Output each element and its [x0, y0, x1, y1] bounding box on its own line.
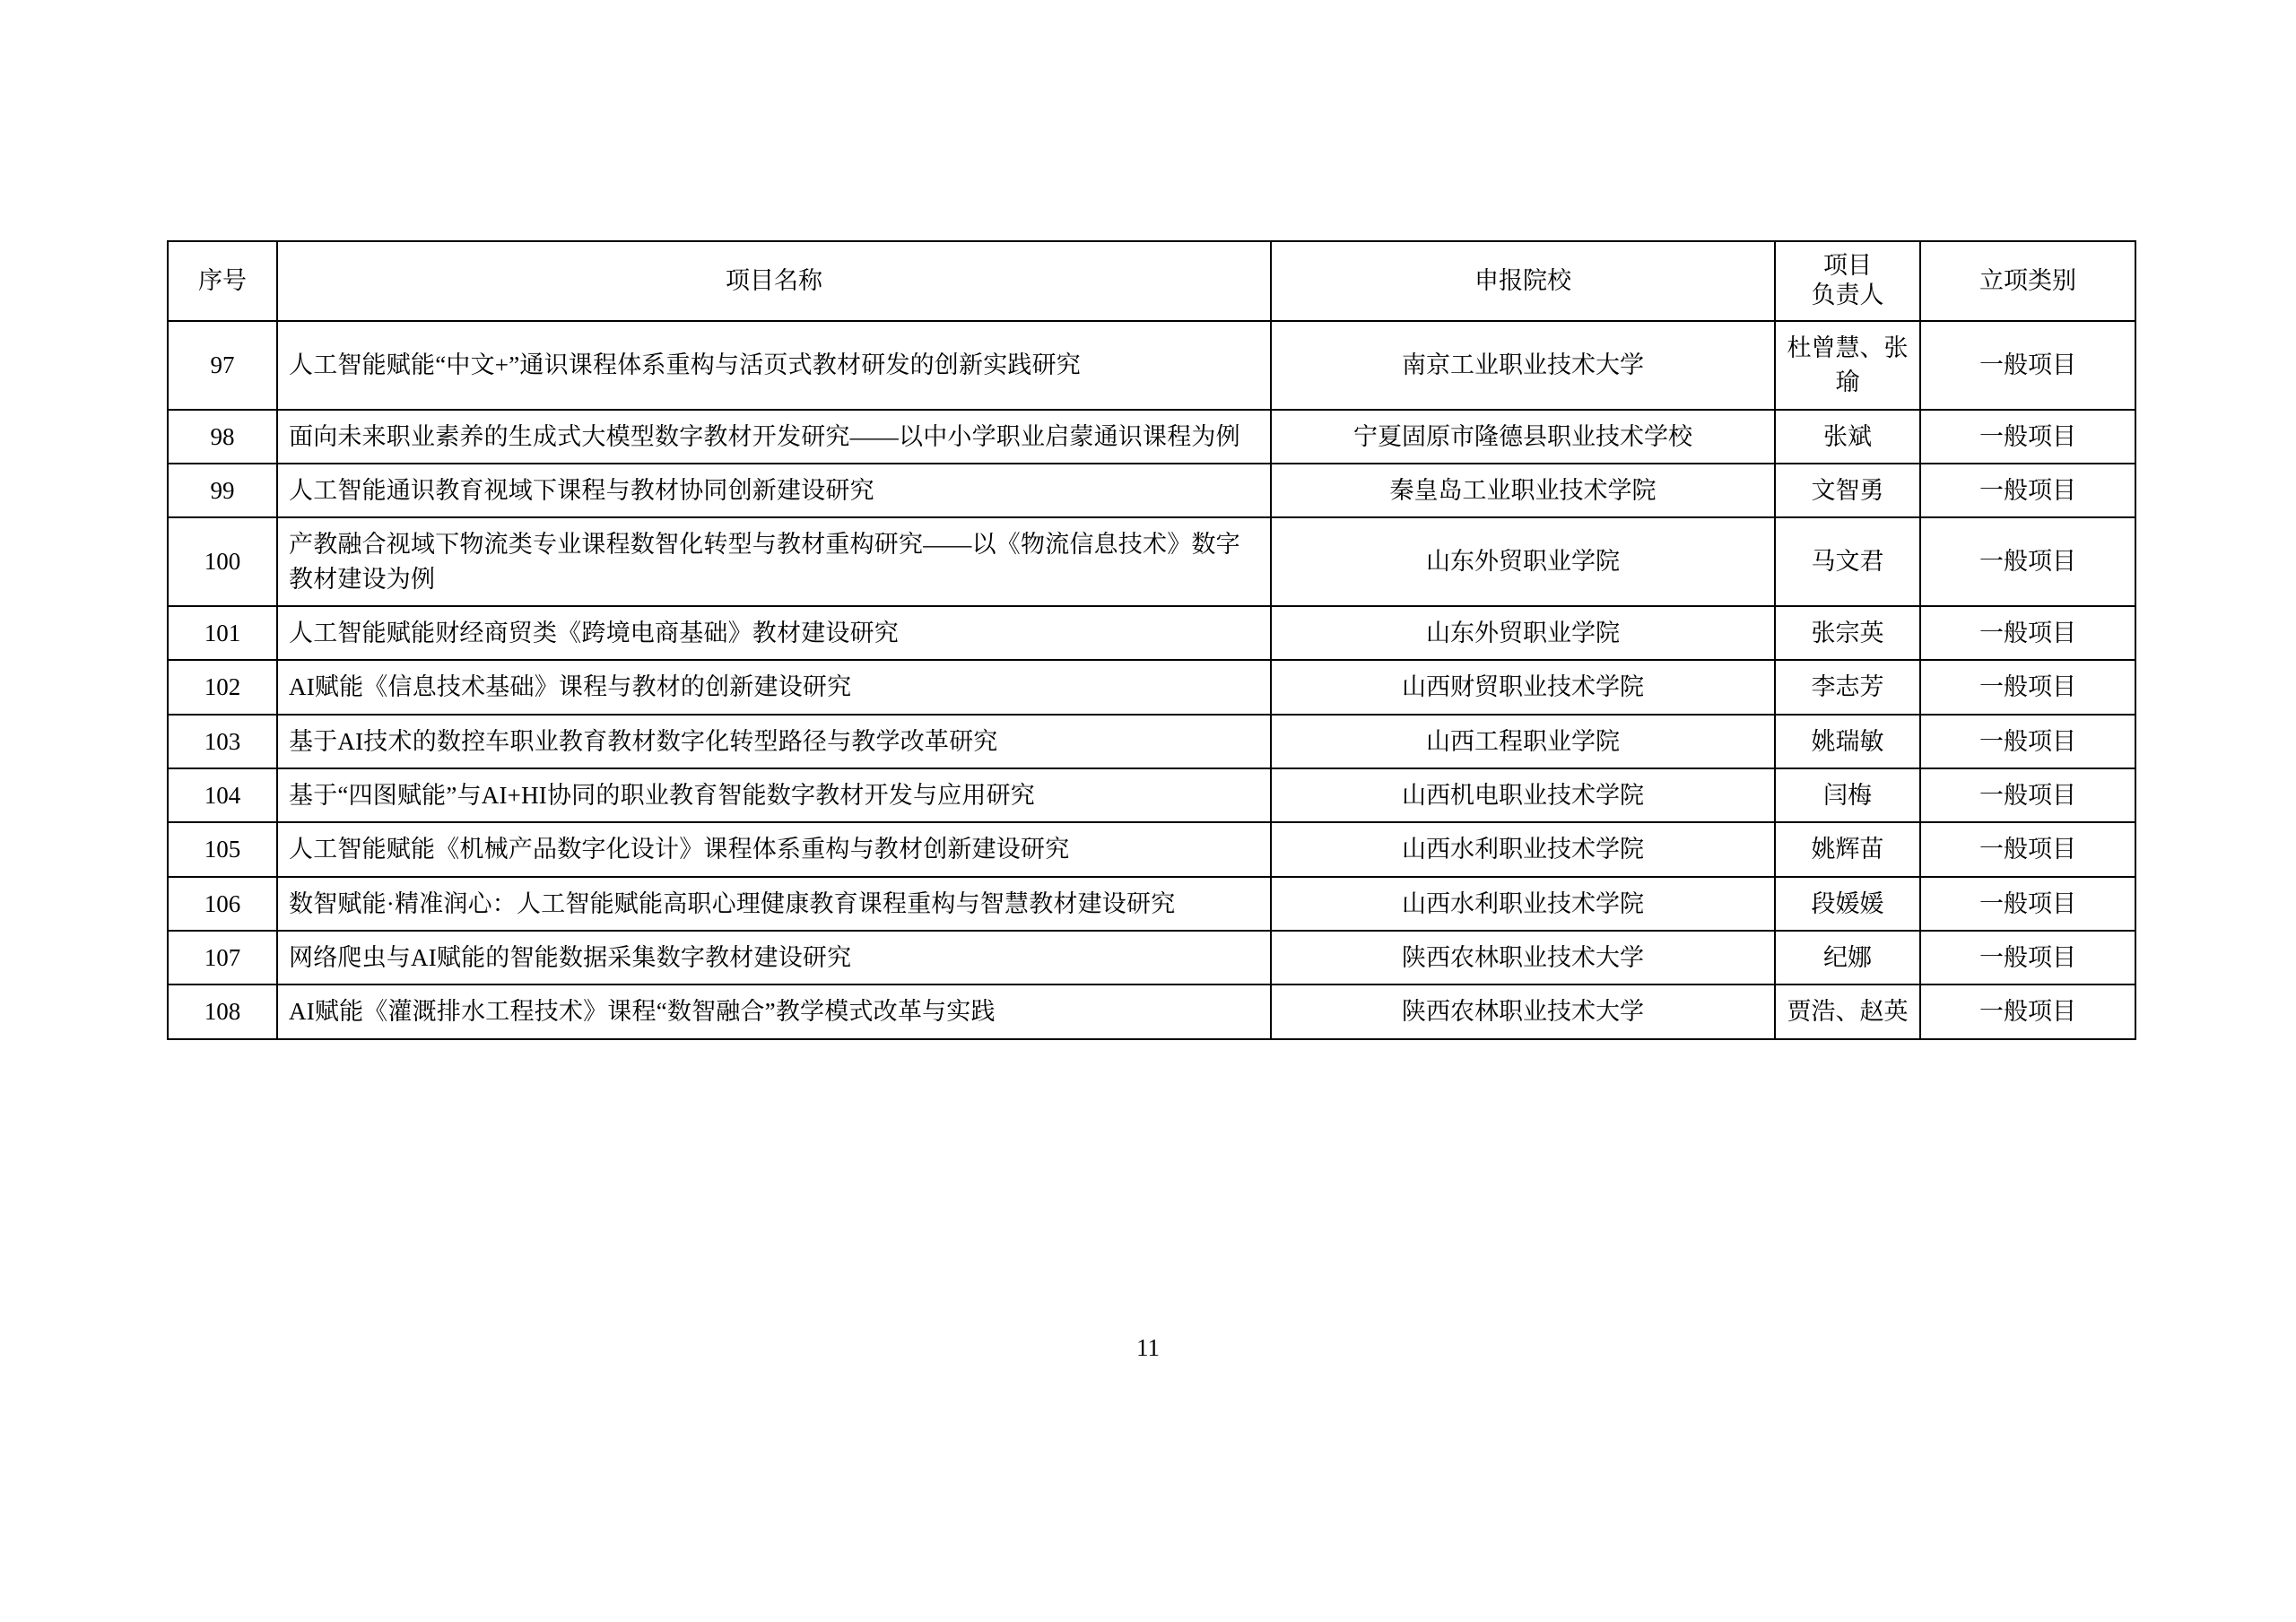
column-header-seq: 序号 — [168, 241, 277, 321]
cell-type: 一般项目 — [1920, 321, 2135, 410]
cell-organization: 山东外贸职业学院 — [1271, 517, 1775, 606]
cell-project-name: 面向未来职业素养的生成式大模型数字教材开发研究——以中小学职业启蒙通识课程为例 — [277, 410, 1271, 464]
table-row — [168, 410, 2135, 464]
cell-organization: 山西机电职业技术学院 — [1271, 768, 1775, 822]
table-row — [168, 464, 2135, 517]
cell-organization: 秦皇岛工业职业技术学院 — [1271, 464, 1775, 517]
cell-seq: 101 — [168, 606, 277, 660]
cell-seq: 97 — [168, 321, 277, 410]
table-row — [168, 931, 2135, 984]
page-number: 11 — [1136, 1334, 1160, 1361]
project-listing-table-wrapper — [167, 240, 2135, 1040]
column-header-lead-line1: 项目 — [1823, 252, 1872, 279]
cell-type: 一般项目 — [1920, 606, 2135, 660]
column-header-type: 立项类别 — [1920, 241, 2135, 321]
cell-type: 一般项目 — [1920, 660, 2135, 714]
table-header-row — [168, 241, 2135, 321]
cell-seq: 102 — [168, 660, 277, 714]
cell-organization: 山西水利职业技术学院 — [1271, 822, 1775, 876]
cell-project-name: 基于AI技术的数控车职业教育教材数字化转型路径与教学改革研究 — [277, 715, 1271, 768]
cell-type: 一般项目 — [1920, 517, 2135, 606]
cell-leader: 纪娜 — [1775, 931, 1920, 984]
table-row — [168, 606, 2135, 660]
cell-project-name: AI赋能《灌溉排水工程技术》课程“数智融合”教学模式改革与实践 — [277, 984, 1271, 1038]
cell-project-name: 人工智能通识教育视域下课程与教材协同创新建设研究 — [277, 464, 1271, 517]
cell-organization: 山东外贸职业学院 — [1271, 606, 1775, 660]
cell-type: 一般项目 — [1920, 931, 2135, 984]
cell-leader: 杜曾慧、张瑜 — [1775, 321, 1920, 410]
table-row — [168, 660, 2135, 714]
column-header-name: 项目名称 — [277, 241, 1271, 321]
cell-organization: 山西工程职业学院 — [1271, 715, 1775, 768]
project-listing-table — [167, 240, 2136, 1040]
cell-type: 一般项目 — [1920, 768, 2135, 822]
table-row — [168, 321, 2135, 410]
cell-type: 一般项目 — [1920, 410, 2135, 464]
table-row — [168, 715, 2135, 768]
table-row — [168, 822, 2135, 876]
cell-leader: 姚辉苗 — [1775, 822, 1920, 876]
table-header — [168, 241, 2135, 321]
cell-project-name: 产教融合视域下物流类专业课程数智化转型与教材重构研究——以《物流信息技术》数字教材建设为例 — [277, 517, 1271, 606]
cell-organization: 陕西农林职业技术大学 — [1271, 984, 1775, 1038]
cell-organization: 南京工业职业技术大学 — [1271, 321, 1775, 410]
cell-organization: 山西财贸职业技术学院 — [1271, 660, 1775, 714]
cell-type: 一般项目 — [1920, 715, 2135, 768]
cell-type: 一般项目 — [1920, 464, 2135, 517]
cell-type: 一般项目 — [1920, 877, 2135, 931]
cell-project-name: 网络爬虫与AI赋能的智能数据采集数字教材建设研究 — [277, 931, 1271, 984]
cell-organization: 陕西农林职业技术大学 — [1271, 931, 1775, 984]
cell-leader: 张宗英 — [1775, 606, 1920, 660]
cell-seq: 105 — [168, 822, 277, 876]
cell-seq: 103 — [168, 715, 277, 768]
cell-leader: 李志芳 — [1775, 660, 1920, 714]
table-row — [168, 768, 2135, 822]
cell-organization: 山西水利职业技术学院 — [1271, 877, 1775, 931]
cell-leader: 姚瑞敏 — [1775, 715, 1920, 768]
cell-leader: 张斌 — [1775, 410, 1920, 464]
cell-seq: 108 — [168, 984, 277, 1038]
table-row — [168, 877, 2135, 931]
cell-type: 一般项目 — [1920, 822, 2135, 876]
cell-project-name: 基于“四图赋能”与AI+HI协同的职业教育智能数字教材开发与应用研究 — [277, 768, 1271, 822]
cell-type: 一般项目 — [1920, 984, 2135, 1038]
cell-organization: 宁夏固原市隆德县职业技术学校 — [1271, 410, 1775, 464]
cell-leader: 马文君 — [1775, 517, 1920, 606]
cell-seq: 107 — [168, 931, 277, 984]
table-body — [168, 321, 2135, 1039]
cell-project-name: 人工智能赋能财经商贸类《跨境电商基础》教材建设研究 — [277, 606, 1271, 660]
table-row — [168, 517, 2135, 606]
cell-leader: 文智勇 — [1775, 464, 1920, 517]
column-header-org: 申报院校 — [1271, 241, 1775, 321]
cell-leader: 闫梅 — [1775, 768, 1920, 822]
column-header-lead — [1775, 241, 1920, 321]
cell-project-name: AI赋能《信息技术基础》课程与教材的创新建设研究 — [277, 660, 1271, 714]
cell-leader: 贾浩、赵英 — [1775, 984, 1920, 1038]
cell-seq: 100 — [168, 517, 277, 606]
cell-project-name: 人工智能赋能《机械产品数字化设计》课程体系重构与教材创新建设研究 — [277, 822, 1271, 876]
cell-seq: 104 — [168, 768, 277, 822]
cell-leader: 段媛媛 — [1775, 877, 1920, 931]
cell-project-name: 数智赋能·精准润心：人工智能赋能高职心理健康教育课程重构与智慧教材建设研究 — [277, 877, 1271, 931]
cell-seq: 106 — [168, 877, 277, 931]
cell-project-name: 人工智能赋能“中文+”通识课程体系重构与活页式教材研发的创新实践研究 — [277, 321, 1271, 410]
column-header-lead-line2: 负责人 — [1811, 282, 1884, 309]
table-row — [168, 984, 2135, 1038]
cell-seq: 99 — [168, 464, 277, 517]
cell-seq: 98 — [168, 410, 277, 464]
